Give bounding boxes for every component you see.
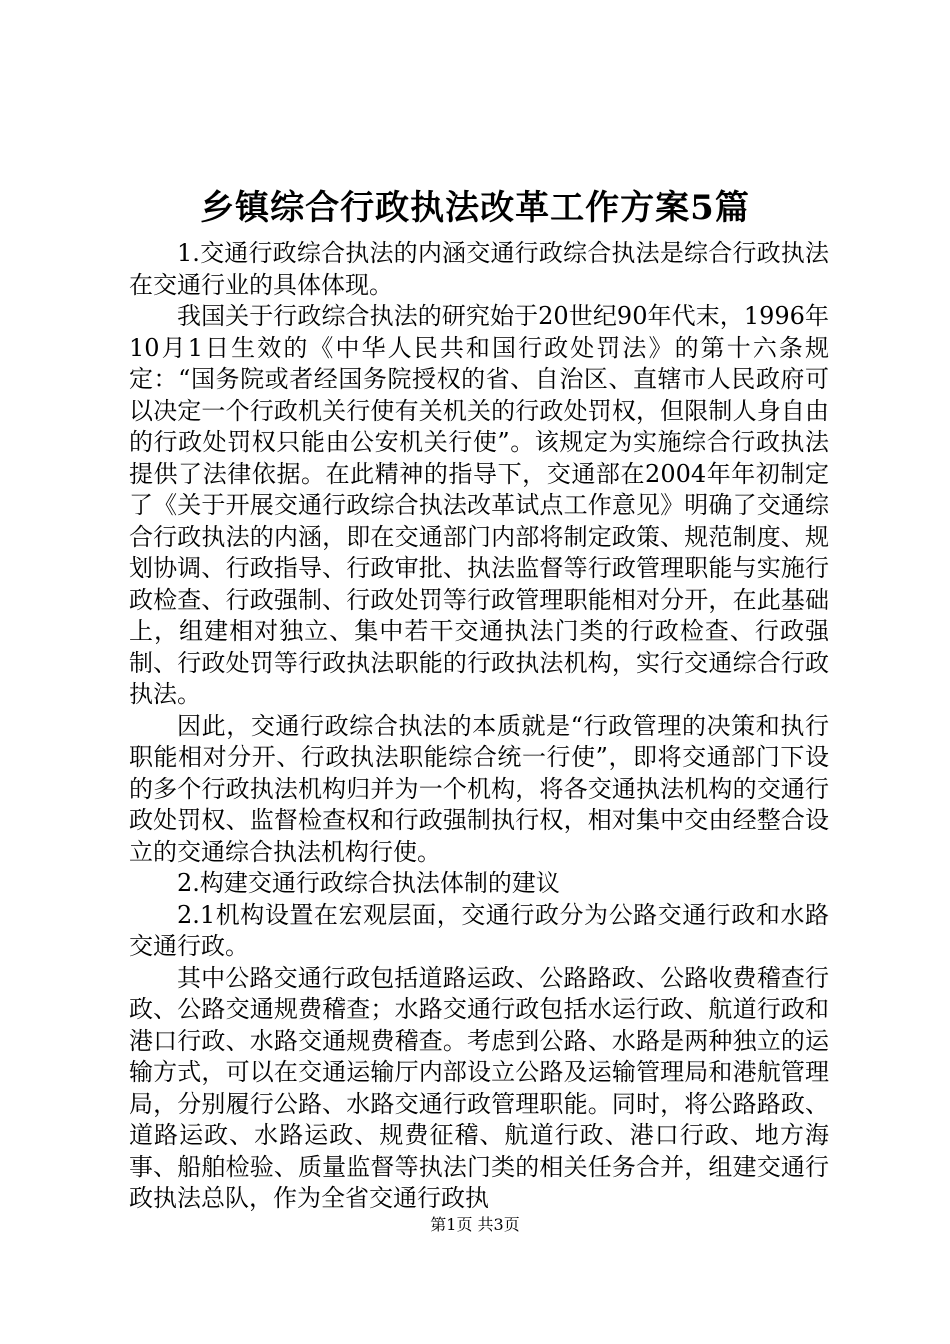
paragraph-3: 因此，交通行政综合执法的本质就是“行政管理的决策和执行职能相对分开、行政执法职能综合统一行使”，即将交通部门下设的多个行政执法机构归并为一个机构，将各交通执法机构的交通行政处罚权、监督检查权和行政强制执行权，相对集中交由经整合设立的交通综合执法机构行使。	[129, 711, 829, 866]
document-title: 乡镇综合行政执法改革工作方案5篇	[200, 188, 750, 228]
paragraph-2: 我国关于行政综合执法的研究始于20世纪90年代末，1996年10月1日生效的《中华人民共和国行政处罚法》的第十六条规定：“国务院或者经国务院授权的省、自治区、直辖市人民政府可以决定一个行政机关行使有关机关的行政处罚权，但限制人身自由的行政处罚权只能由公安机关行使”。该规定为实施综合行政执法提供了法律依据。在此精神的指导下，交通部在2004年年初制定了《关于开展交通行政综合执法改革试点工作意见》明确了交通综合行政执法的内涵，即在交通部门内部将制定政策、规范制度、规划协调、行政指导、行政审批、执法监督等行政管理职能与实施行政检查、行政强制、行政处罚等行政管理职能相对分开，在此基础上，组建相对独立、集中若干交通执法门类的行政检查、行政强制、行政处罚等行政执法职能的行政执法机构，实行交通综合行政执法。	[129, 302, 829, 708]
document-body	[129, 238, 829, 1215]
page-footer: 第1页 共3页	[430, 1215, 520, 1234]
paragraph-4: 2.构建交通行政综合执法体制的建议	[177, 869, 560, 897]
paragraph-1: 1.交通行政综合执法的内涵交通行政综合执法是综合行政执法在交通行业的具体体现。	[129, 239, 829, 299]
paragraph-6: 其中公路交通行政包括道路运政、公路路政、公路收费稽查行政、公路交通规费稽查；水路交通行政包括水运行政、航道行政和港口行政、水路交通规费稽查。考虑到公路、水路是两种独立的运输方式，可以在交通运输厅内部设立公路及运输管理局和港航管理局，分别履行公路、水路交通行政管理职能。同时，将公路路政、道路运政、水路运政、规费征稽、航道行政、港口行政、地方海事、船舶检验、质量监督等执法门类的相关任务合并，组建交通行政执法总队，作为全省交通行政执	[129, 963, 829, 1212]
paragraph-5: 2.1机构设置在宏观层面，交通行政分为公路交通行政和水路交通行政。	[129, 900, 829, 960]
